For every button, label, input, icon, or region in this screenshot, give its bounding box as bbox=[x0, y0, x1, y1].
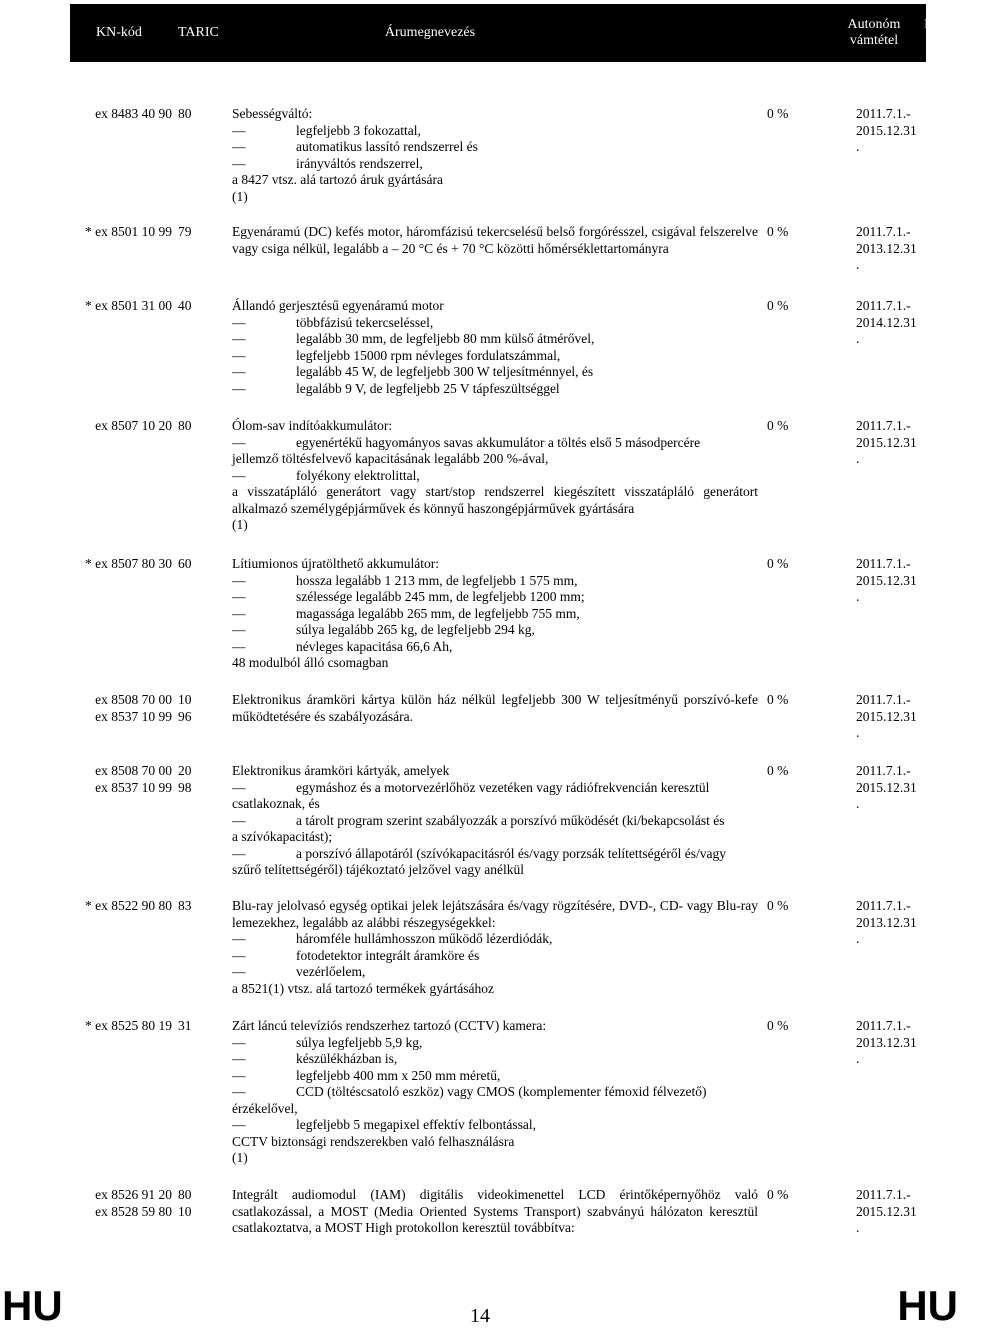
goods-description bbox=[232, 1018, 758, 1167]
duty-rate: 0 % bbox=[767, 556, 789, 571]
cn-code-value: ex 8537 10 99 bbox=[95, 708, 172, 724]
em-dash-bullet: — bbox=[232, 331, 246, 346]
description-text: Állandó gerjesztésű egyenáramú motor bbox=[232, 298, 444, 313]
description-text: CCTV biztonsági rendszerekben való felhasználásra bbox=[232, 1133, 515, 1149]
dash-item-text: legalább 45 W, de legfeljebb 300 W teljesítménnyel, és bbox=[296, 364, 594, 379]
em-dash-bullet: — bbox=[232, 1067, 246, 1083]
taric-code bbox=[178, 224, 208, 241]
header-taric: TARIC bbox=[178, 24, 219, 40]
taric-code bbox=[178, 106, 208, 123]
description-dash-item bbox=[232, 364, 758, 381]
dash-item-text: irányváltós rendszerrel, bbox=[296, 155, 423, 171]
cn-code-value: * ex 8525 80 19 bbox=[85, 1018, 172, 1033]
description-dash-item bbox=[232, 780, 758, 797]
goods-description bbox=[232, 418, 758, 534]
validity-line: 2013.12.31 bbox=[856, 914, 917, 930]
taric-code bbox=[178, 1018, 208, 1035]
em-dash-bullet: — bbox=[232, 434, 246, 450]
dash-item-text: legfeljebb 400 mm x 250 mm méretű, bbox=[296, 1067, 501, 1083]
validity-period bbox=[856, 763, 936, 813]
validity-line: 2011.7.1.- bbox=[856, 298, 911, 313]
taric-code-value: 31 bbox=[178, 1018, 192, 1033]
duty-rate: 0 % bbox=[767, 692, 789, 707]
cn-code bbox=[60, 898, 172, 915]
dash-item-text: legalább 30 mm, de legfeljebb 80 mm külső átmérővel, bbox=[296, 331, 595, 346]
dash-item-text: automatikus lassító rendszerrel és bbox=[296, 139, 478, 154]
cn-code bbox=[60, 298, 172, 315]
validity-line: 2015.12.31 bbox=[856, 122, 917, 138]
goods-description bbox=[232, 692, 758, 725]
taric-code-value: 40 bbox=[178, 298, 192, 313]
description-dash-item bbox=[232, 639, 758, 656]
description-dash-item bbox=[232, 622, 758, 639]
goods-description bbox=[232, 898, 758, 997]
cn-code bbox=[60, 1018, 172, 1035]
validity-line: . bbox=[856, 1220, 860, 1235]
taric-code bbox=[178, 692, 208, 725]
cn-code-value: ex 8508 70 00 bbox=[95, 692, 172, 707]
dash-item-continuation: a szívókapacitást); bbox=[232, 829, 333, 844]
dash-item-text: szélessége legalább 245 mm, de legfeljebb 1200 mm; bbox=[296, 589, 585, 604]
header-cn-code: KN-kód bbox=[96, 24, 142, 40]
em-dash-bullet: — bbox=[232, 947, 246, 963]
validity-line: . bbox=[856, 331, 860, 346]
taric-code-value: 80 bbox=[178, 1187, 192, 1202]
description-text: Ólom-sav indítóakkumulátor: bbox=[232, 418, 393, 433]
description-dash-item bbox=[232, 948, 758, 965]
validity-line: . bbox=[856, 451, 860, 466]
validity-line: . bbox=[856, 725, 860, 740]
description-dash-item bbox=[232, 468, 758, 485]
description-text: (1) bbox=[232, 517, 248, 532]
dash-item-text: hossza legalább 1 213 mm, de legfeljebb 1 575 mm, bbox=[296, 572, 578, 588]
dash-item-text: egyenértékű hagyományos savas akkumulátor a töltés első 5 másodpercére bbox=[296, 434, 701, 450]
description-dash-item bbox=[232, 123, 758, 140]
validity-period bbox=[856, 418, 936, 468]
goods-description bbox=[232, 1187, 758, 1237]
cn-code-value: * ex 8501 31 00 bbox=[85, 298, 172, 313]
description-dash-item bbox=[232, 931, 758, 948]
em-dash-bullet: — bbox=[232, 931, 246, 946]
description-dash-item bbox=[232, 573, 758, 590]
taric-code-value: 10 bbox=[178, 1203, 192, 1219]
dash-item-text: CCD (töltéscsatoló eszköz) vagy CMOS (komplementer fémoxid félvezető) bbox=[296, 1084, 707, 1099]
description-text: a 8521(1) vtsz. alá tartozó termékek gyártásához bbox=[232, 980, 495, 996]
validity-line: 2015.12.31 bbox=[856, 1203, 917, 1219]
taric-code-value: 79 bbox=[178, 224, 192, 239]
validity-line: 2011.7.1.- bbox=[856, 224, 911, 239]
cn-code bbox=[60, 763, 172, 796]
taric-code-value: 80 bbox=[178, 106, 192, 121]
validity-line: 2013.12.31 bbox=[856, 1034, 917, 1050]
validity-line: 2015.12.31 bbox=[856, 572, 917, 588]
validity-line: . bbox=[856, 931, 860, 946]
table-header bbox=[70, 4, 988, 62]
description-dash-item bbox=[232, 331, 758, 348]
validity-line: . bbox=[856, 257, 860, 272]
dash-item-continuation: szűrő telítettségéről) tájékoztató jelzővel vagy anélkül bbox=[232, 862, 525, 877]
cn-code-value: ex 8526 91 20 bbox=[95, 1187, 172, 1202]
duty-rate: 0 % bbox=[767, 298, 789, 313]
taric-code-value: 20 bbox=[178, 763, 192, 778]
header-description: Árumegnevezés bbox=[384, 24, 476, 40]
taric-code-value: 98 bbox=[178, 779, 192, 795]
dash-item-text: egymáshoz és a motorvezérlőhöz vezetéken vagy rádiófrekvencián keresztül bbox=[296, 779, 710, 795]
cn-code-value: * ex 8522 90 80 bbox=[85, 898, 172, 913]
dash-item-text: legalább 9 V, de legfeljebb 25 V tápfeszültséggel bbox=[296, 380, 560, 396]
description-dash-item bbox=[232, 139, 758, 156]
description-dash-item bbox=[232, 964, 758, 981]
em-dash-bullet: — bbox=[232, 812, 246, 828]
description-dash-item bbox=[232, 813, 758, 830]
dash-item-continuation: jellemző töltésfelvevő kapacitásának legalább 200 %-ával, bbox=[232, 451, 549, 466]
description-text: Elektronikus áramköri kártyák, amelyek bbox=[232, 763, 450, 778]
goods-description bbox=[232, 106, 758, 205]
duty-rate: 0 % bbox=[767, 763, 789, 778]
validity-line: 2011.7.1.- bbox=[856, 763, 911, 778]
description-dash-item bbox=[232, 1117, 758, 1134]
validity-period bbox=[856, 106, 936, 156]
validity-line: 2011.7.1.- bbox=[856, 1018, 911, 1033]
dash-item-text: fotodetektor integrált áramköre és bbox=[296, 947, 480, 963]
description-dash-item bbox=[232, 348, 758, 365]
dash-item-continuation: csatlakoznak, és bbox=[232, 796, 320, 811]
taric-code bbox=[178, 1187, 208, 1220]
dash-item-text: névleges kapacitása 66,6 Ah, bbox=[296, 638, 453, 654]
duty-rate: 0 % bbox=[767, 418, 789, 433]
dash-item-text: folyékony elektrolittal, bbox=[296, 467, 420, 483]
header-validity: Érvényessé gi időszak bbox=[924, 16, 988, 48]
taric-code-value: 80 bbox=[178, 418, 192, 433]
dash-item-text: súlya legfeljebb 5,9 kg, bbox=[296, 1034, 423, 1050]
validity-line: 2011.7.1.- bbox=[856, 1187, 911, 1202]
taric-code-value: 10 bbox=[178, 692, 192, 707]
description-dash-item bbox=[232, 846, 758, 863]
validity-line: . bbox=[856, 139, 860, 154]
validity-line: 2013.12.31 bbox=[856, 240, 917, 256]
dash-item-text: többfázisú tekercseléssel, bbox=[296, 314, 434, 330]
cn-code-value: ex 8507 10 20 bbox=[95, 418, 172, 433]
taric-code bbox=[178, 556, 208, 573]
goods-description bbox=[232, 556, 758, 672]
duty-rate: 0 % bbox=[767, 898, 789, 913]
em-dash-bullet: — bbox=[232, 589, 246, 604]
dash-item-text: legfeljebb 15000 rpm névleges fordulatszámmal, bbox=[296, 347, 561, 363]
validity-period bbox=[856, 224, 936, 274]
em-dash-bullet: — bbox=[232, 622, 246, 637]
dash-item-text: készülékházban is, bbox=[296, 1051, 398, 1066]
dash-item-text: a tárolt program szerint szabályozzák a porszívó működését (ki/bekapcsolást és bbox=[296, 812, 725, 828]
taric-code bbox=[178, 298, 208, 315]
description-text: Blu-ray jelolvasó egység optikai jelek lejátszására és/vagy rögzítésére, DVD-, CD- vagy Blu-ray lemezekhez, legalább az alábbi részegységekkel: bbox=[232, 898, 758, 930]
em-dash-bullet: — bbox=[232, 779, 246, 795]
dash-item-text: legfeljebb 3 fokozattal, bbox=[296, 122, 421, 138]
em-dash-bullet: — bbox=[232, 122, 246, 138]
validity-period bbox=[856, 692, 936, 742]
description-text: Zárt láncú televíziós rendszerhez tartozó (CCTV) kamera: bbox=[232, 1018, 547, 1033]
dash-item-text: magassága legalább 265 mm, de legfeljebb 755 mm, bbox=[296, 605, 580, 621]
description-text: Integrált audiomodul (IAM) digitális videokimenettel LCD érintőképernyőhöz való csatlakozással, a MOST (Media Oriented Systems Transport) szabványú hálózaton keresztül csatlakoztatva, a MOST High protokollon keresztül továbbítva: bbox=[232, 1187, 758, 1235]
validity-period bbox=[856, 898, 936, 948]
dash-item-text: a porszívó állapotáról (szívókapacitásról és/vagy porzsák telítettségéről és/vagy bbox=[296, 845, 726, 861]
description-dash-item bbox=[232, 156, 758, 173]
description-text: 48 modulból álló csomagban bbox=[232, 655, 389, 670]
description-dash-item bbox=[232, 1051, 758, 1068]
description-text: Sebességváltó: bbox=[232, 106, 313, 121]
cn-code-value: ex 8537 10 99 bbox=[95, 779, 172, 795]
validity-line: 2015.12.31 bbox=[856, 779, 917, 795]
em-dash-bullet: — bbox=[232, 605, 246, 621]
cn-code-value: ex 8528 59 80 bbox=[95, 1203, 172, 1219]
goods-description bbox=[232, 763, 758, 879]
goods-description bbox=[232, 224, 758, 257]
em-dash-bullet: — bbox=[232, 155, 246, 171]
cn-code-value: ex 8508 70 00 bbox=[95, 763, 172, 778]
em-dash-bullet: — bbox=[232, 364, 246, 379]
validity-line: 2014.12.31 bbox=[856, 314, 917, 330]
validity-line: 2015.12.31 bbox=[856, 708, 917, 724]
description-dash-item bbox=[232, 315, 758, 332]
description-text: Lítiumionos újratölthető akkumulátor: bbox=[232, 556, 439, 571]
goods-description bbox=[232, 298, 758, 397]
cn-code-value: * ex 8507 80 30 bbox=[85, 556, 172, 571]
em-dash-bullet: — bbox=[232, 1034, 246, 1050]
em-dash-bullet: — bbox=[232, 1084, 246, 1099]
em-dash-bullet: — bbox=[232, 572, 246, 588]
validity-line: . bbox=[856, 589, 860, 604]
duty-rate: 0 % bbox=[767, 1018, 789, 1033]
cn-code bbox=[60, 418, 172, 435]
description-dash-item bbox=[232, 435, 758, 452]
validity-line: 2011.7.1.- bbox=[856, 692, 911, 707]
em-dash-bullet: — bbox=[232, 638, 246, 654]
taric-code bbox=[178, 418, 208, 435]
em-dash-bullet: — bbox=[232, 1117, 246, 1132]
validity-line: 2011.7.1.- bbox=[856, 898, 911, 913]
taric-code-value: 60 bbox=[178, 556, 192, 571]
dash-item-text: vezérlőelem, bbox=[296, 964, 366, 979]
dash-item-text: legfeljebb 5 megapixel effektív felbontással, bbox=[296, 1117, 537, 1132]
description-dash-item bbox=[232, 1035, 758, 1052]
em-dash-bullet: — bbox=[232, 1051, 246, 1066]
em-dash-bullet: — bbox=[232, 467, 246, 483]
validity-line: 2011.7.1.- bbox=[856, 418, 911, 433]
validity-line: 2015.12.31 bbox=[856, 434, 917, 450]
dash-item-continuation: érzékelővel, bbox=[232, 1100, 298, 1116]
taric-code bbox=[178, 763, 208, 796]
footer-country-code-left: HU bbox=[2, 1282, 63, 1329]
cn-code bbox=[60, 1187, 172, 1220]
description-dash-item bbox=[232, 1084, 758, 1101]
validity-period bbox=[856, 556, 936, 606]
footer-country-code-right: HU bbox=[897, 1282, 958, 1329]
page-number: 14 bbox=[470, 1305, 490, 1327]
taric-code-value: 83 bbox=[178, 898, 192, 913]
description-text: Elektronikus áramköri kártya külön ház nélkül legfeljebb 300 W teljesítményű porszívó-kefe működtetésére és szabályozására. bbox=[232, 692, 758, 724]
duty-rate: 0 % bbox=[767, 106, 789, 121]
description-dash-item bbox=[232, 589, 758, 606]
description-text: a visszatápláló generátort vagy start/stop rendszerrel kiegészített visszatápláló generátort alkalmazó személygépjárművek és könnyű haszongépjárművek gyártására bbox=[232, 484, 758, 516]
description-text: (1) bbox=[232, 1150, 248, 1165]
validity-line: . bbox=[856, 796, 860, 811]
validity-period bbox=[856, 298, 936, 348]
description-text: a 8427 vtsz. alá tartozó áruk gyártására bbox=[232, 172, 444, 187]
validity-period bbox=[856, 1187, 936, 1237]
duty-rate: 0 % bbox=[767, 1187, 789, 1202]
description-dash-item bbox=[232, 606, 758, 623]
em-dash-bullet: — bbox=[232, 314, 246, 330]
em-dash-bullet: — bbox=[232, 845, 246, 861]
em-dash-bullet: — bbox=[232, 964, 246, 979]
cn-code-value: ex 8483 40 90 bbox=[95, 106, 172, 121]
dash-item-text: súlya legalább 265 kg, de legfeljebb 294 kg, bbox=[296, 622, 535, 637]
validity-period bbox=[856, 1018, 936, 1068]
em-dash-bullet: — bbox=[232, 139, 246, 154]
description-dash-item bbox=[232, 381, 758, 398]
validity-line: . bbox=[856, 1051, 860, 1066]
header-rate: Autonóm vámtétel bbox=[847, 16, 901, 48]
description-dash-item bbox=[232, 1068, 758, 1085]
cn-code bbox=[60, 224, 172, 241]
validity-line: 2011.7.1.- bbox=[856, 106, 911, 121]
duty-rate: 0 % bbox=[767, 224, 789, 239]
cn-code bbox=[60, 106, 172, 123]
validity-line: 2011.7.1.- bbox=[856, 556, 911, 571]
description-text: (1) bbox=[232, 188, 248, 204]
em-dash-bullet: — bbox=[232, 380, 246, 396]
cn-code bbox=[60, 692, 172, 725]
dash-item-text: háromféle hullámhosszon működő lézerdiódák, bbox=[296, 931, 553, 946]
taric-code-value: 96 bbox=[178, 708, 192, 724]
description-text: Egyenáramú (DC) kefés motor, háromfázisú tekercselésű belső forgórésszel, csigával felszerelve vagy csiga nélkül, legalább a – 20 °C és + 70 °C közötti hőmérséklettartományra bbox=[232, 224, 758, 256]
cn-code-value: * ex 8501 10 99 bbox=[85, 224, 172, 239]
em-dash-bullet: — bbox=[232, 347, 246, 363]
taric-code bbox=[178, 898, 208, 915]
cn-code bbox=[60, 556, 172, 573]
